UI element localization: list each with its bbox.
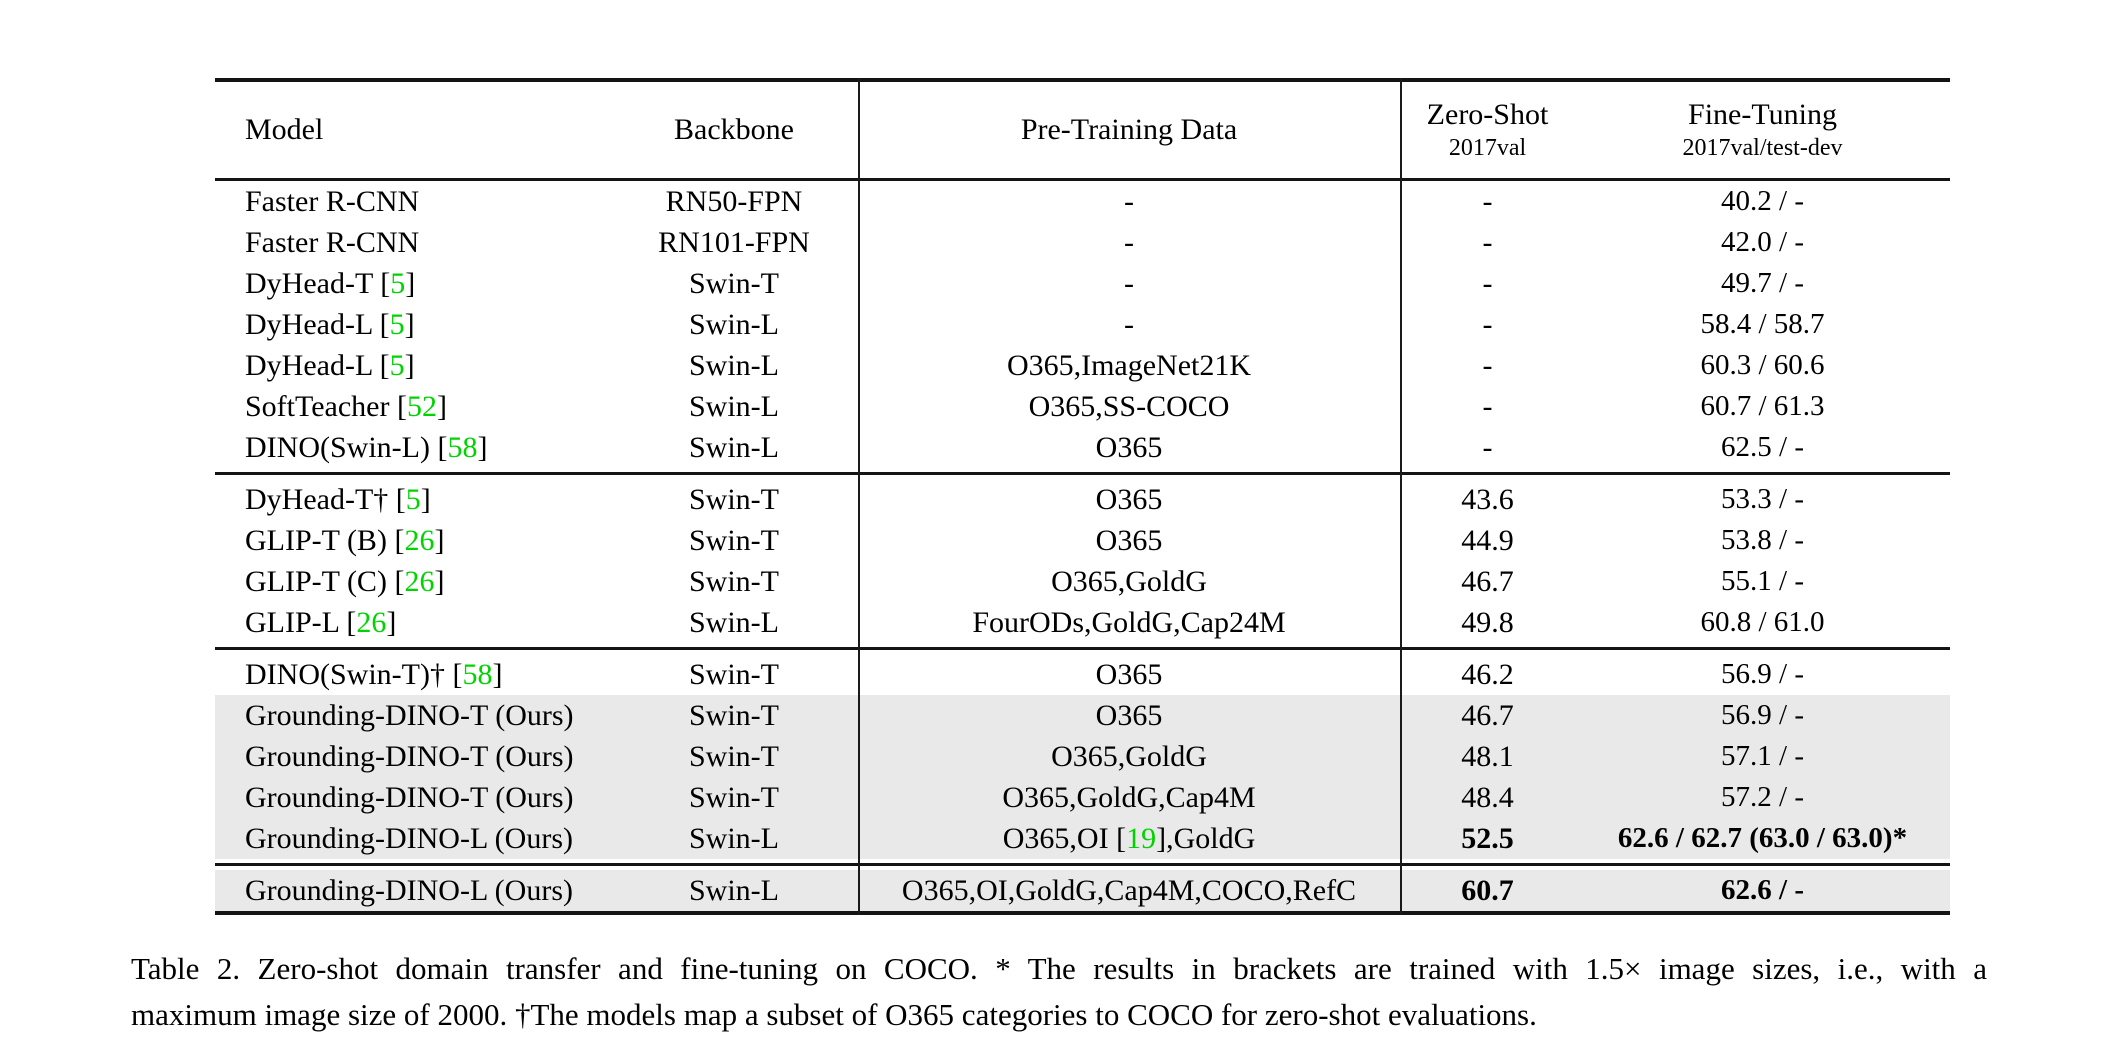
cell-backbone: Swin-T: [689, 781, 779, 814]
table-row: [215, 695, 1950, 736]
cell-backbone: Swin-L: [689, 822, 779, 855]
cell-zeroshot-ap: -: [1482, 349, 1493, 382]
table-body: [215, 181, 1950, 911]
cell-pretraining-data: O365,OI [19],GoldG: [1002, 822, 1256, 855]
table-row: [215, 181, 1950, 222]
cell-backbone: Swin-L: [689, 431, 779, 464]
section-separator-rule: [215, 472, 1950, 475]
citation-number: 5: [390, 267, 406, 300]
cell-model: DyHead-L [5]: [245, 308, 415, 341]
citation-number: 5: [389, 308, 405, 341]
cell-model: SoftTeacher [52]: [245, 390, 447, 423]
cell-finetuning-ap: 62.6 / -: [1721, 874, 1804, 906]
table-row: [215, 602, 1950, 643]
cell-pretraining-data: FourODs,GoldG,Cap24M: [972, 606, 1286, 639]
column-divider-pretraining-zeroshot: [1400, 78, 1402, 915]
cell-backbone: Swin-L: [689, 308, 779, 341]
table-row: [215, 427, 1950, 468]
table-row: [215, 222, 1950, 263]
cell-zeroshot-ap: 49.8: [1461, 606, 1514, 639]
citation-number: 26: [404, 565, 435, 598]
cell-model: DyHead-T† [5]: [245, 483, 431, 516]
cell-model: Faster R-CNN: [245, 185, 420, 218]
cell-pretraining-data: O365,GoldG: [1051, 565, 1207, 598]
cell-zeroshot-ap: -: [1482, 390, 1493, 423]
cell-zeroshot-ap: -: [1482, 185, 1493, 218]
table-caption: [131, 946, 1987, 1038]
cell-model: DINO(Swin-L) [58]: [245, 431, 488, 464]
cell-finetuning-ap: 42.0 / -: [1721, 226, 1804, 258]
citation-number: 58: [447, 431, 478, 464]
cell-backbone: Swin-T: [689, 658, 779, 691]
cell-zeroshot-ap: -: [1482, 267, 1493, 300]
table-row: [215, 870, 1950, 911]
citation-number: 19: [1126, 822, 1157, 855]
table-row: [215, 818, 1950, 859]
cell-finetuning-ap: 62.6 / 62.7 (63.0 / 63.0)*: [1617, 822, 1908, 854]
caption-line-2: maximum image size of 2000. †The models map a subset of O365 categories to COCO for zero-shot evaluations.: [131, 997, 1537, 1032]
cell-backbone: Swin-L: [689, 349, 779, 382]
cell-finetuning-ap: 53.8 / -: [1721, 524, 1804, 556]
cell-finetuning-ap: 40.2 / -: [1721, 185, 1804, 217]
section-separator-rule: [215, 863, 1950, 866]
cell-zeroshot-ap: 46.7: [1461, 565, 1514, 598]
cell-model: Faster R-CNN: [245, 226, 420, 259]
table-row: [215, 263, 1950, 304]
cell-finetuning-ap: 56.9 / -: [1721, 658, 1804, 690]
cell-model: GLIP-T (C) [26]: [245, 565, 445, 598]
cell-zeroshot-ap: 48.1: [1461, 740, 1514, 773]
column-divider-backbone-pretraining: [858, 78, 860, 915]
section-separator-rule: [215, 647, 1950, 650]
cell-zeroshot-ap: -: [1482, 308, 1493, 341]
cell-finetuning-ap: 53.3 / -: [1721, 483, 1804, 515]
cell-model: Grounding-DINO-L (Ours): [245, 822, 573, 855]
cell-zeroshot-ap: 44.9: [1461, 524, 1514, 557]
cell-backbone: Swin-T: [689, 483, 779, 516]
header-backbone: Backbone: [674, 113, 794, 146]
cell-finetuning-ap: 60.7 / 61.3: [1700, 390, 1825, 422]
cell-pretraining-data: O365,ImageNet21K: [1006, 349, 1252, 382]
citation-number: 58: [462, 658, 493, 691]
table-row: [215, 520, 1950, 561]
cell-model: Grounding-DINO-T (Ours): [245, 699, 574, 732]
cell-backbone: Swin-L: [689, 874, 779, 907]
cell-backbone: Swin-T: [689, 565, 779, 598]
table-row: [215, 345, 1950, 386]
cell-finetuning-ap: 60.3 / 60.6: [1700, 349, 1825, 381]
cell-pretraining-data: O365: [1095, 658, 1163, 691]
cell-pretraining-data: -: [1124, 267, 1134, 300]
table-row: [215, 479, 1950, 520]
cell-model: DyHead-L [5]: [245, 349, 415, 382]
cell-backbone: Swin-L: [689, 606, 779, 639]
cell-model: Grounding-DINO-T (Ours): [245, 781, 574, 814]
cell-backbone: Swin-T: [689, 524, 779, 557]
cell-zeroshot-ap: -: [1482, 226, 1493, 259]
cell-finetuning-ap: 60.8 / 61.0: [1700, 606, 1825, 638]
cell-pretraining-data: O365,OI,GoldG,Cap4M,COCO,RefC: [901, 874, 1357, 907]
cell-finetuning-ap: 62.5 / -: [1721, 431, 1804, 463]
cell-pretraining-data: O365,SS-COCO: [1028, 390, 1230, 423]
cell-pretraining-data: O365: [1095, 483, 1163, 516]
cell-finetuning-ap: 55.1 / -: [1721, 565, 1804, 597]
cell-finetuning-ap: 57.1 / -: [1721, 740, 1804, 772]
cell-model: GLIP-L [26]: [245, 606, 397, 639]
cell-zeroshot-ap: 46.2: [1461, 658, 1514, 691]
cell-model: DyHead-T [5]: [245, 267, 416, 300]
header-pretraining: Pre-Training Data: [1020, 113, 1238, 146]
cell-pretraining-data: -: [1124, 308, 1134, 341]
cell-model: GLIP-T (B) [26]: [245, 524, 445, 557]
header-zeroshot: Zero-Shot 2017val: [1426, 98, 1549, 161]
table-row: [215, 561, 1950, 602]
table-row: [215, 777, 1950, 818]
cell-zeroshot-ap: -: [1482, 431, 1493, 464]
cell-backbone: RN101-FPN: [658, 226, 810, 259]
cell-backbone: Swin-T: [689, 699, 779, 732]
cell-zeroshot-ap: 60.7: [1461, 874, 1514, 907]
cell-finetuning-ap: 58.4 / 58.7: [1700, 308, 1825, 340]
table-row: [215, 386, 1950, 427]
cell-backbone: Swin-L: [689, 390, 779, 423]
cell-pretraining-data: O365,GoldG,Cap4M: [1002, 781, 1256, 814]
cell-pretraining-data: O365,GoldG: [1051, 740, 1207, 773]
citation-number: 5: [389, 349, 405, 382]
cell-pretraining-data: -: [1124, 185, 1134, 218]
cell-backbone: Swin-T: [689, 740, 779, 773]
table-row: [215, 304, 1950, 345]
table-bottom-rule: [215, 911, 1950, 915]
header-finetuning: Fine-Tuning 2017val/test-dev: [1682, 98, 1843, 161]
header-model: Model: [245, 113, 324, 146]
cell-pretraining-data: -: [1124, 226, 1134, 259]
cell-zeroshot-ap: 46.7: [1461, 699, 1514, 732]
table-header-row: [215, 82, 1950, 178]
cell-model: Grounding-DINO-T (Ours): [245, 740, 574, 773]
cell-finetuning-ap: 49.7 / -: [1721, 267, 1804, 299]
cell-zeroshot-ap: 52.5: [1461, 822, 1514, 855]
table-row: [215, 736, 1950, 777]
cell-pretraining-data: O365: [1095, 524, 1163, 557]
cell-zeroshot-ap: 43.6: [1461, 483, 1514, 516]
cell-zeroshot-ap: 48.4: [1461, 781, 1514, 814]
cell-finetuning-ap: 57.2 / -: [1721, 781, 1804, 813]
results-table: [215, 78, 1950, 915]
citation-number: 5: [405, 483, 421, 516]
caption-line-1: Table 2. Zero-shot domain transfer and fine-tuning on COCO. * The results in brackets are trained with 1.5× image sizes, i.e., with a: [131, 951, 1987, 986]
cell-backbone: Swin-T: [689, 267, 779, 300]
cell-backbone: RN50-FPN: [665, 185, 803, 218]
citation-number: 52: [407, 390, 437, 423]
table-row: [215, 654, 1950, 695]
cell-pretraining-data: O365: [1095, 431, 1163, 464]
cell-model: DINO(Swin-T)† [58]: [245, 658, 503, 691]
cell-model: Grounding-DINO-L (Ours): [245, 874, 573, 907]
citation-number: 26: [356, 606, 387, 639]
cell-finetuning-ap: 56.9 / -: [1721, 699, 1804, 731]
citation-number: 26: [404, 524, 435, 557]
cell-pretraining-data: O365: [1095, 699, 1163, 732]
